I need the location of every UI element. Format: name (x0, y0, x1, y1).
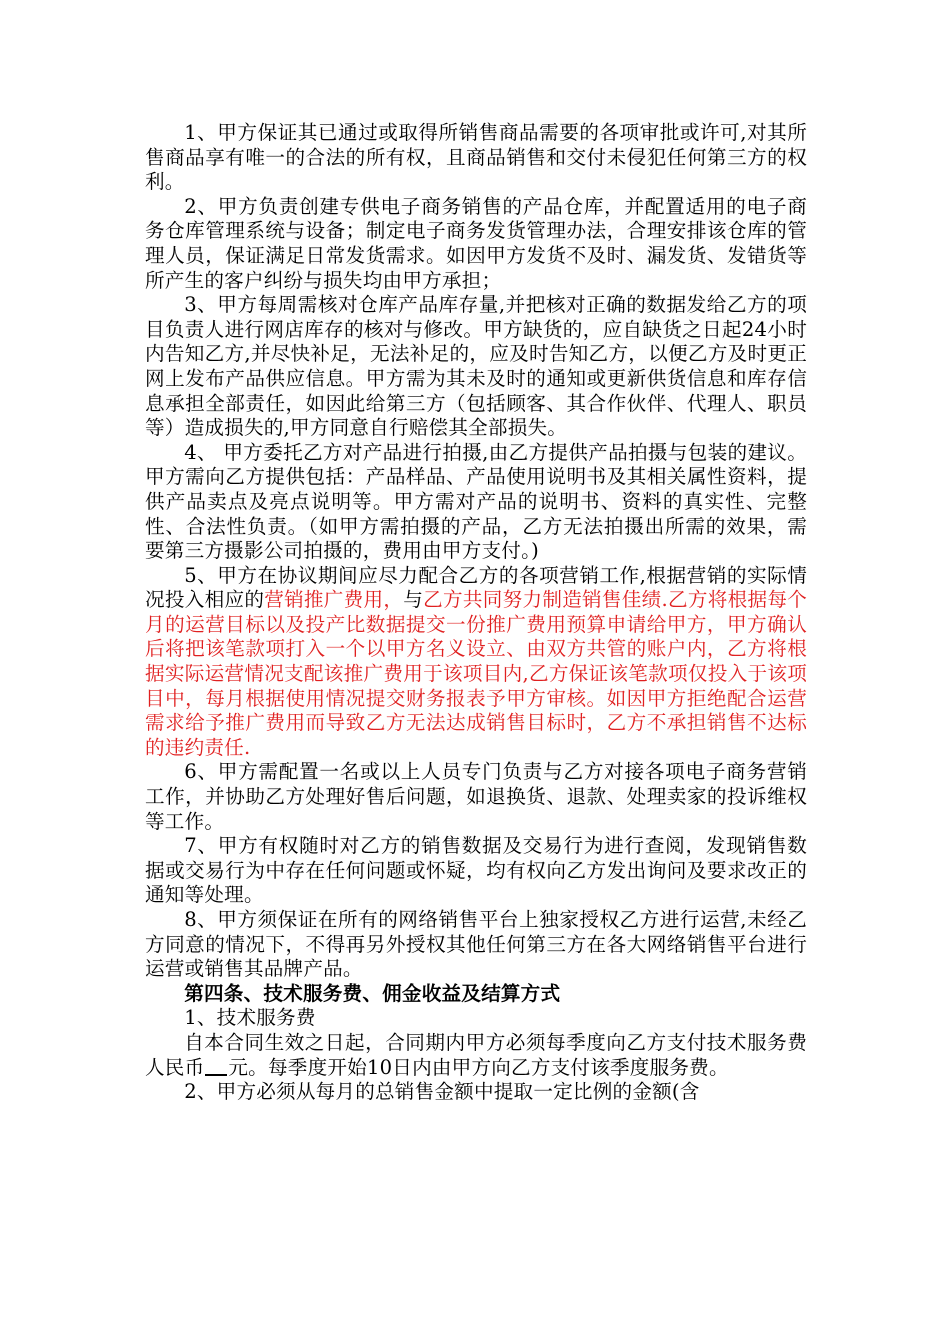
technical-fee-text-2: 元。每季度开始10日内由甲方向乙方支付该季度服务费。 (228, 1055, 729, 1079)
clause-5 (145, 564, 807, 761)
clause-3: 3、甲方每周需核对仓库产品库存量,并把核对正确的数据发给乙方的项目负责人进行网店库存的核对与修改。甲方缺货的，应自缺货之日起24小时内告知乙方,并尽快补足，无法补足的，应及时告知乙方，以便乙方及时更正网上发布产品供应信息。甲方需为其未及时的通知或更新供货信息和库存信息承担全部责任，如因此给第三方（包括顾客、其合作伙伴、代理人、职员等）造成损失的,甲方同意自行赔偿其全部损失。 (145, 293, 807, 440)
clause-5-highlight-2: 乙方共同努力制造销售佳绩.乙方将根据每个月的运营目标以及投产比数据提交一份推广费用预算申请给甲方，甲方确认后将把该笔款项打入一个以甲方名义设立、由双方共管的账户内，乙方将根据实际运营情况支配该推广费用于该项目内,乙方保证该笔款项仅投入于该项目中，每月根据使用情况提交财务报表予甲方审核。如因甲方拒绝配合运营需求给予推广费用而导致乙方无法达成销售目标时，乙方不承担销售不达标的违约责任. (145, 588, 808, 759)
clause-6: 6、甲方需配置一名或以上人员专门负责与乙方对接各项电子商务营销工作，并协助乙方处理好售后问题，如退换货、退款、处理卖家的投诉维权等工作。 (145, 760, 807, 833)
document-page (145, 121, 807, 1105)
clause-8: 8、甲方须保证在所有的网络销售平台上独家授权乙方进行运营,未经乙方同意的情况下，不得再另外授权其他任何第三方在各大网络销售平台进行运营或销售其品牌产品。 (145, 908, 807, 981)
section-heading: 第四条、技术服务费、佣金收益及结算方式 (184, 981, 561, 1005)
commission-clause: 2、甲方必须从每月的总销售金额中提取一定比例的金额(含 (184, 1080, 700, 1104)
clause-5-text: 5、甲方在协议期间应尽力配合乙方的各项营销工作,根据营销的实际情况投入相应的 (145, 563, 807, 612)
amount-blank (205, 1056, 227, 1076)
clause-1: 1、甲方保证其已通过或取得所销售商品需要的各项审批或许可,对其所售商品享有唯一的合法的所有权，且商品销售和交付未侵犯任何第三方的权利。 (145, 121, 807, 194)
clause-2: 2、甲方负责创建专供电子商务销售的产品仓库，并配置适用的电子商务仓库管理系统与设备；制定电子商务发货管理办法，合理安排该仓库的管理人员，保证满足日常发货需求。如因甲方发货不及时、漏发货、发错货等所产生的客户纠纷与损失均由甲方承担； (145, 194, 807, 292)
technical-fee-clause (145, 1031, 807, 1080)
clause-5-text-2: 与 (403, 588, 424, 612)
technical-fee-text: 自本合同生效之日起，合同期内甲方必须每季度向乙方支付技术服务费人民币 (145, 1030, 807, 1079)
clause-4: 4、 甲方委托乙方对产品进行拍摄,由乙方提供产品拍摄与包装的建议。甲方需向乙方提供包括：产品样品、产品使用说明书及其相关属性资料，提供产品卖点及亮点说明等。甲方需对产品的说明书、资料的真实性、完整性、合法性负责。（如甲方需拍摄的产品，乙方无法拍摄出所需的效果，需要第三方摄影公司拍摄的，费用由甲方支付。) (145, 440, 807, 563)
subsection-technical-fee: 1、技术服务费 (184, 1006, 316, 1030)
clause-5-highlight-1: 营销推广费用， (264, 588, 404, 612)
clause-7: 7、甲方有权随时对乙方的销售数据及交易行为进行查阅，发现销售数据或交易行为中存在任何问题或怀疑，均有权向乙方发出询问及要求改正的通知等处理。 (145, 834, 807, 907)
